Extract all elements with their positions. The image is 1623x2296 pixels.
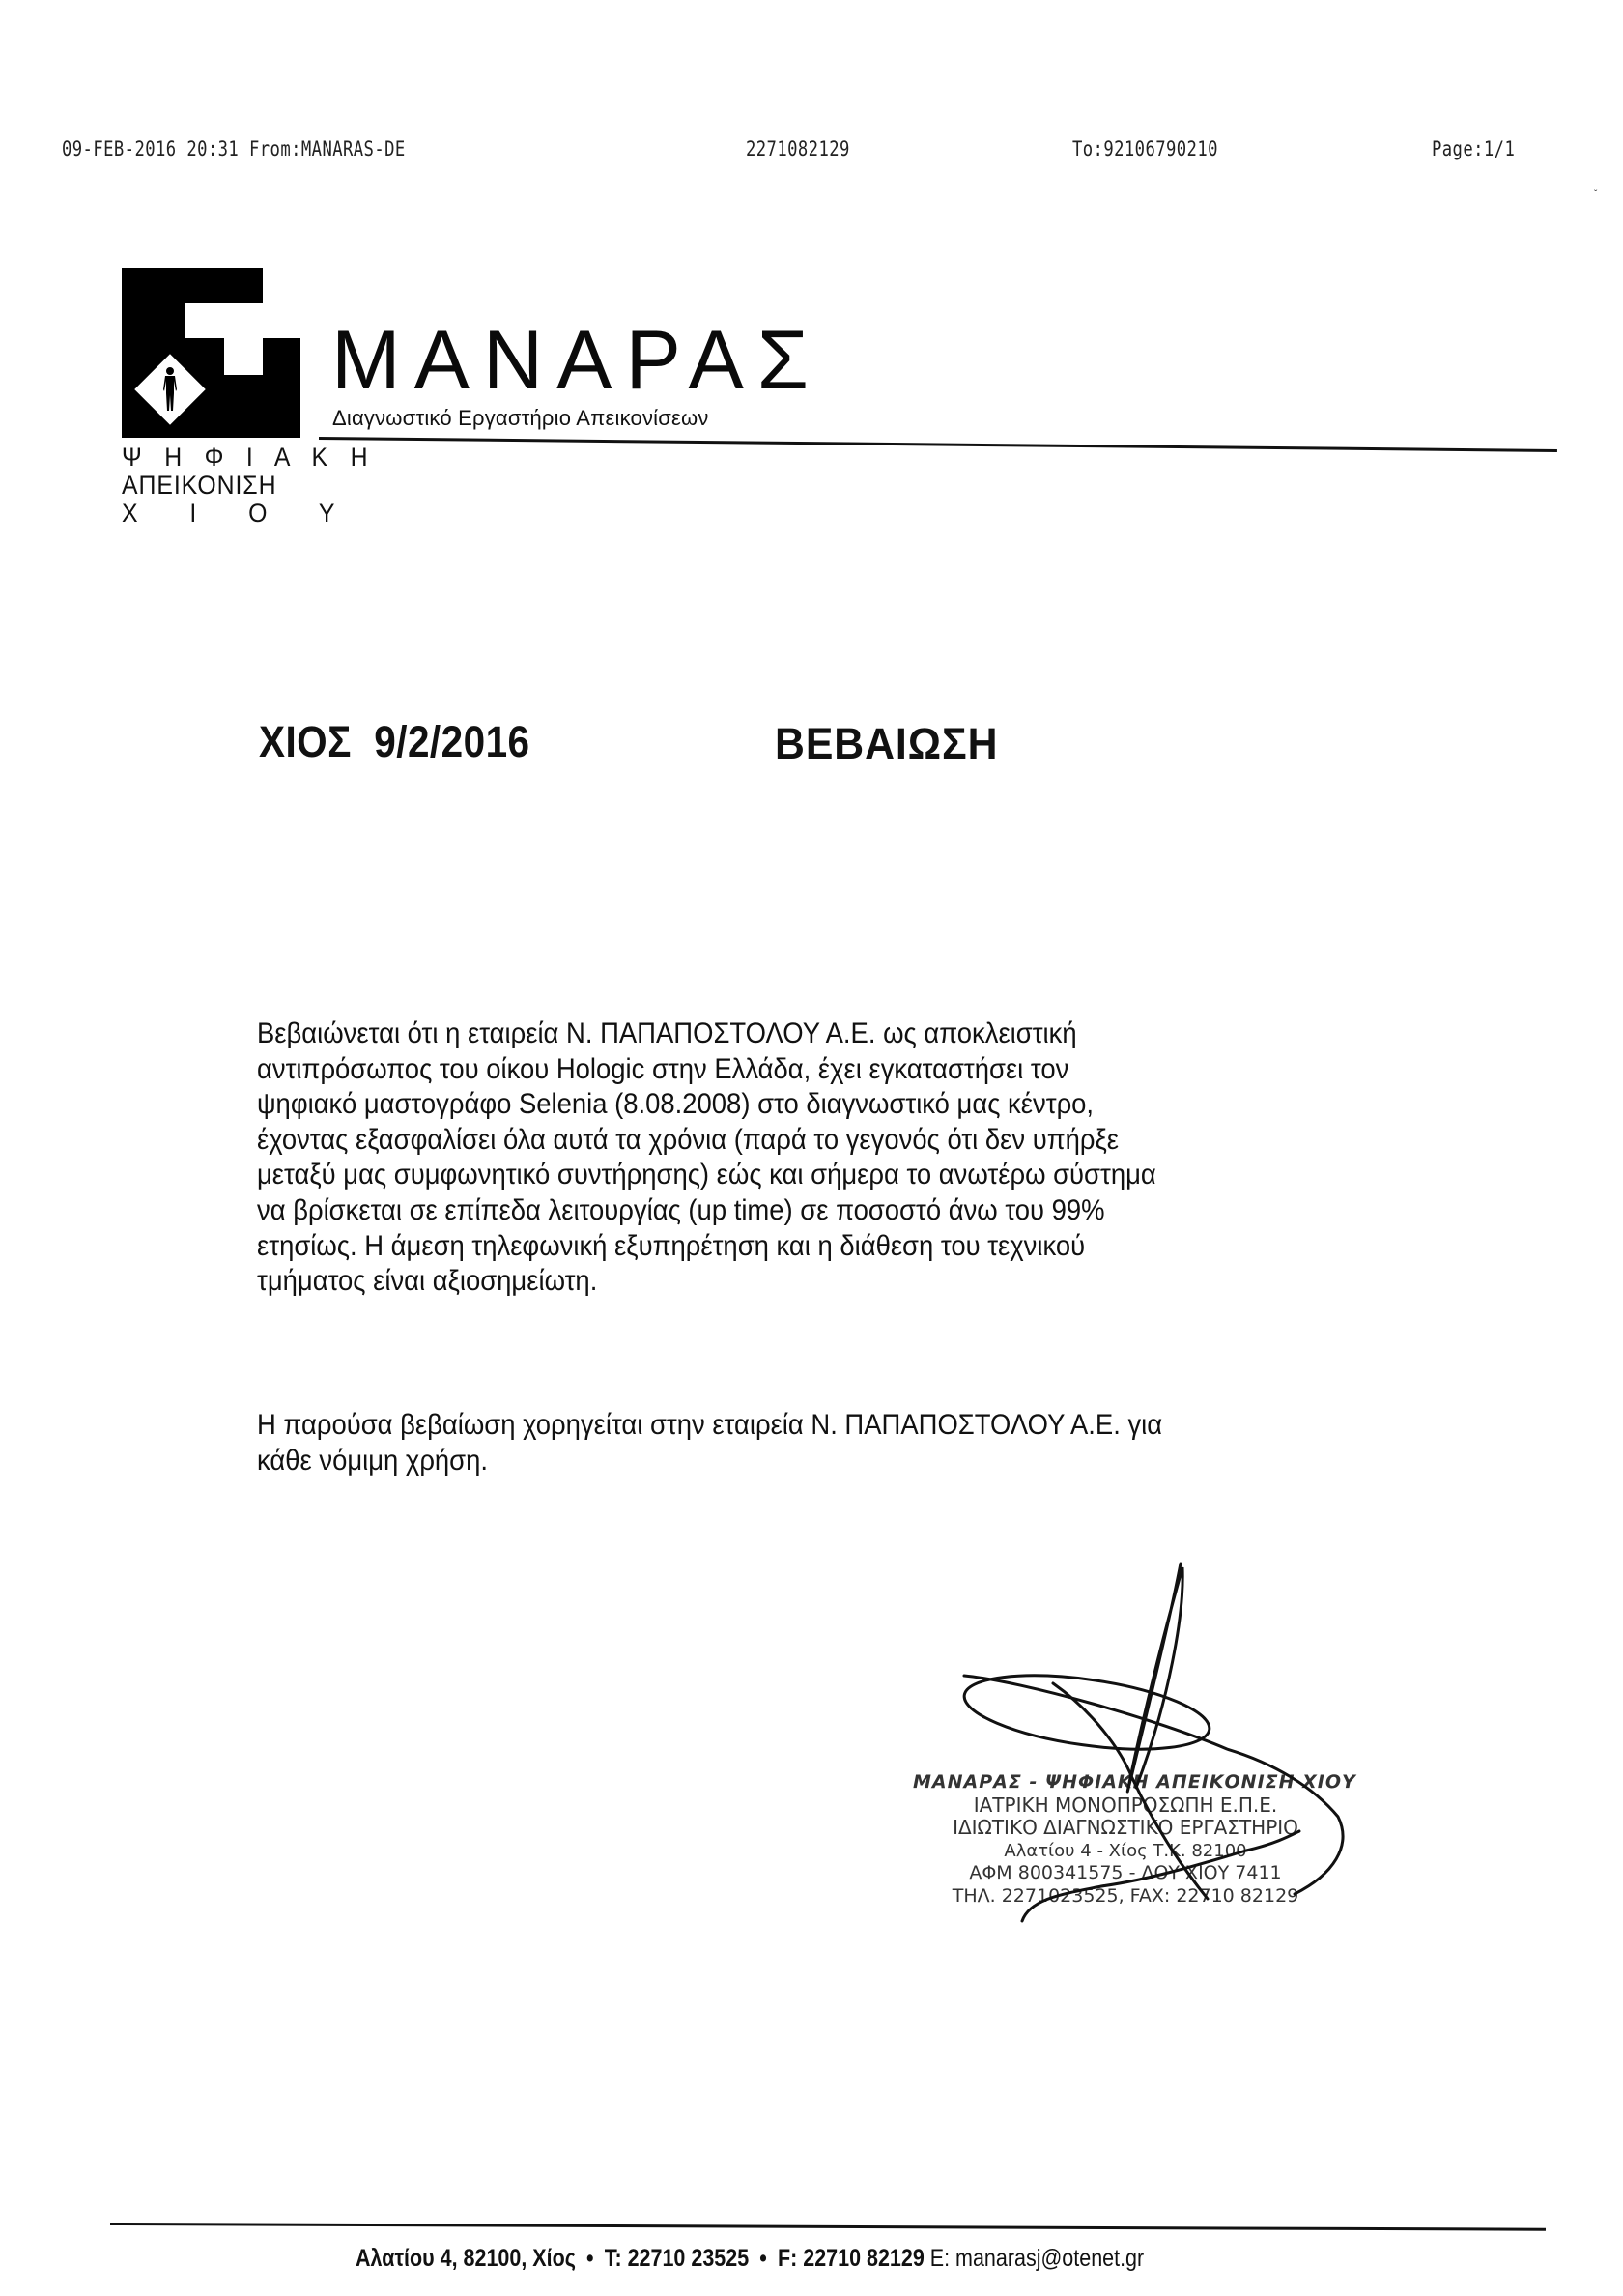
text-line: έχοντας εξασφαλίσει όλα αυτά τα χρόνια (παρά το γεγονός ότι δεν υπήρξε: [257, 1123, 1120, 1156]
text-line: να βρίσκεται σε επίπεδα λειτουργίας (up time) σε ποσοστό άνω του 99%: [257, 1193, 1105, 1226]
text-line: τμήματος είναι αξιοσημείωτη.: [257, 1265, 598, 1298]
fax-from: From:MANARAS-DE: [249, 137, 406, 160]
logo-text-line-3: Χ Ι Ο Υ: [122, 499, 343, 528]
text-line: ψηφιακό μαστογράφο Selenia (8.08.2008) στο διαγνωστικό μας κέντρο,: [257, 1088, 1095, 1121]
body-paragraph-1: [257, 1017, 1156, 1300]
stamp-line: ΑΦΜ 800341575 - ΔΟΥ ΧΙΟΥ 7411: [969, 1862, 1282, 1883]
text-line: Βεβαιώνεται ότι η εταιρεία Ν. ΠΑΠΑΠΟΣΤΟΛΟΥ Α.Ε. ως αποκλειστική: [257, 1018, 1077, 1049]
logo-cutout-middle: [224, 303, 263, 375]
brand-tagline: Διαγνωστικό Εργαστήριο Απεικονίσεων: [332, 406, 709, 430]
stamp-line: ΤΗΛ. 2271023525, FAX: 22710 82129: [952, 1884, 1299, 1907]
footer-address: Αλατίου 4, 82100, Χίος: [356, 2245, 576, 2272]
body-paragraph-2: [257, 1408, 1162, 1478]
logo-text-line-2: ΑΠΕΙΚΟΝΙΣΗ: [122, 471, 277, 500]
bullet-separator: •: [586, 2245, 594, 2272]
human-figure-icon: [157, 366, 183, 413]
stamp-line: ΙΑΤΡΙΚΗ ΜΟΝΟΠΡΟΣΩΠΗ Ε.Π.Ε.: [973, 1793, 1278, 1817]
text-line: Η παρούσα βεβαίωση χορηγείται στην εταιρεία Ν. ΠΑΠΑΠΟΣΤΟΛΟΥ Α.Ε. για: [257, 1409, 1163, 1441]
brand-name: ΜΑΝΑΡΑΣ: [331, 314, 822, 407]
stamp-line: Αλατίου 4 - Χίος Τ.Κ. 82100: [1004, 1840, 1247, 1861]
scan-artifact-mark: ˇ: [1594, 189, 1598, 200]
stamp-line: ΜΑΝΑΡΑΣ - ΨΗΦΙΑΚΗ ΑΠΕΙΚΟΝΙΣΗ ΧΙΟΥ: [913, 1771, 1356, 1793]
bullet-separator: •: [759, 2245, 767, 2272]
fax-datetime: 09-FEB-2016 20:31: [62, 137, 240, 160]
text-line: ετησίως. Η άμεση τηλεφωνική εξυπηρέτηση και η διάθεση του τεχνικού: [257, 1229, 1086, 1262]
fax-datetime-from: [62, 137, 406, 160]
logo-text-line-1: Ψ Η Φ Ι Α Κ Η: [122, 443, 376, 472]
text-line: κάθε νόμιμη χρήση.: [257, 1444, 489, 1477]
footer-contact: [356, 2245, 1144, 2273]
text-line: αντιπρόσωπος του οίκου Hologic στην Ελλάδα, έχει εγκαταστήσει τον: [257, 1052, 1069, 1085]
fax-sender-number: 2271082129: [746, 137, 850, 160]
signature-icon: [908, 1556, 1356, 1923]
footer-divider: [110, 2223, 1546, 2231]
footer-phone: T: 22710 23525: [604, 2245, 750, 2272]
logo-cutout-right: [263, 268, 301, 338]
footer-email[interactable]: E: manarasj@otenet.gr: [929, 2245, 1145, 2272]
footer-fax: F: 22710 82129: [777, 2245, 925, 2272]
text-line: μεταξύ μας συμφωνητικό συντήρησης) εώς και σήμερα το ανωτέρω σύστημα: [257, 1159, 1156, 1191]
document-title: ΒΕΒΑΙΩΣΗ: [775, 719, 999, 768]
logo-mark: [122, 268, 300, 438]
place-date: ΧΙΟΣ 9/2/2016: [259, 717, 530, 766]
stamp-line: ΙΔΙΩΤΙΚΟ ΔΙΑΓΝΩΣΤΙΚΟ ΕΡΓΑΣΤΗΡΙΟ: [953, 1816, 1298, 1839]
letterhead-divider: [319, 437, 1557, 452]
fax-page: Page:1/1: [1432, 137, 1516, 160]
fax-to: To:92106790210: [1072, 137, 1218, 160]
